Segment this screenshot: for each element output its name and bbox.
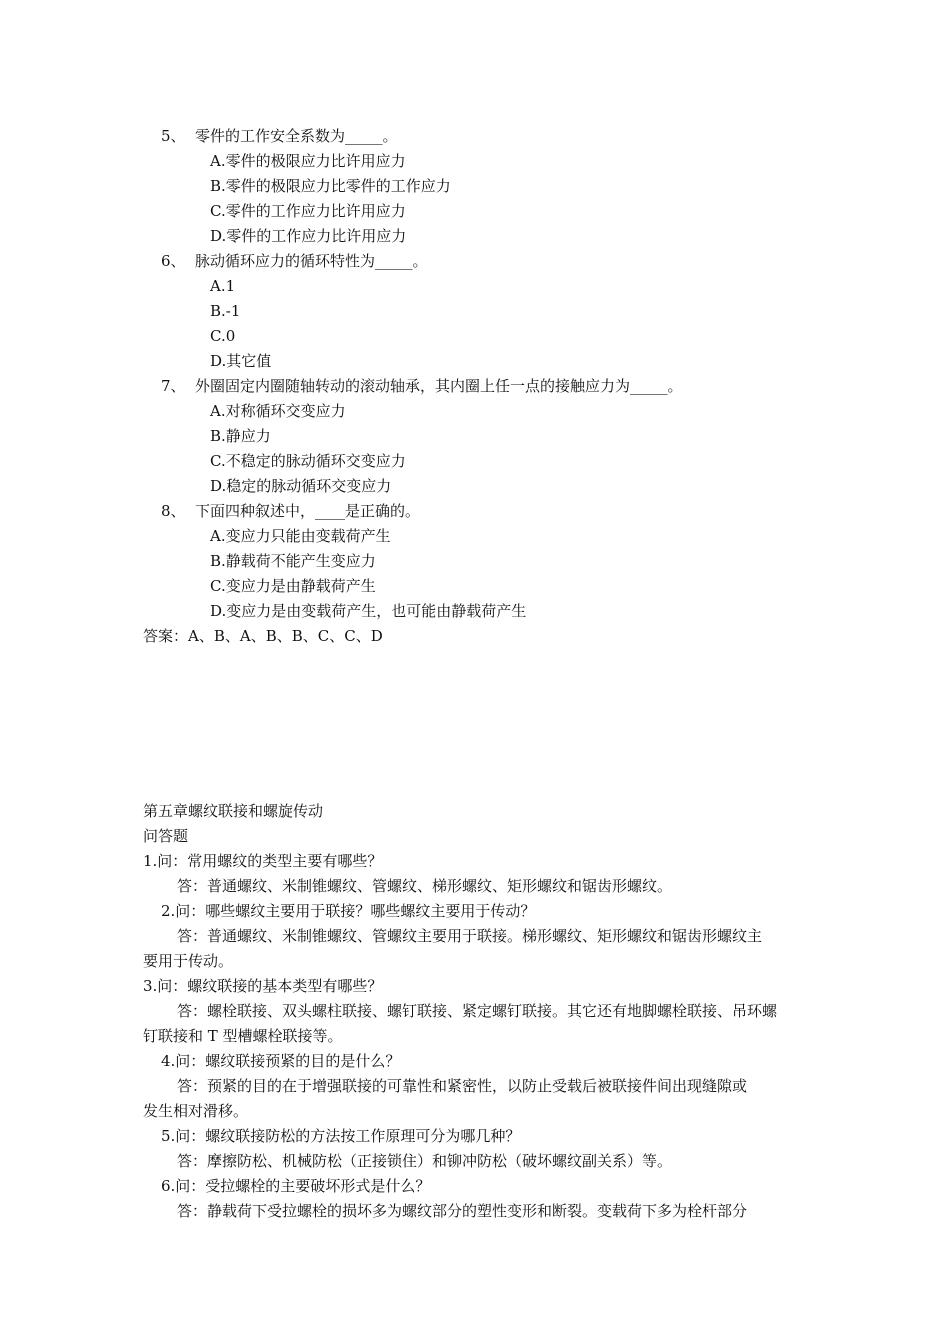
qa-answer-continued: 发生相对滑移。	[143, 1102, 249, 1120]
option-text: B.静载荷不能产生变应力	[210, 552, 376, 570]
qa-question: 2.问：哪些螺纹主要用于联接？哪些螺纹主要用于传动？	[161, 902, 536, 920]
section-title: 问答题	[143, 827, 189, 845]
option-text: B.零件的极限应力比零件的工作应力	[210, 177, 451, 195]
option-text: C.0	[210, 327, 236, 345]
question-text: 下面四种叙述中，____是正确的。	[195, 502, 421, 520]
option-text: C.零件的工作应力比许用应力	[210, 202, 406, 220]
qa-answer: 答：普通螺纹、米制锥螺纹、管螺纹主要用于联接。梯形螺纹、矩形螺纹和锯齿形螺纹主	[177, 927, 763, 945]
qa-answer: 答：预紧的目的在于增强联接的可靠性和紧密性，以防止受载后被联接件间出现缝隙或	[177, 1077, 748, 1095]
qa-question: 6.问：受拉螺栓的主要破坏形式是什么？	[161, 1177, 431, 1195]
question-text: 脉动循环应力的循环特性为_____。	[195, 252, 428, 270]
qa-question: 1.问：常用螺纹的类型主要有哪些？	[143, 852, 383, 870]
chapter-title: 第五章螺纹联接和螺旋传动	[143, 802, 324, 820]
option-text: B.-1	[210, 302, 241, 320]
option-text: C.不稳定的脉动循环交变应力	[210, 452, 406, 470]
option-text: D.稳定的脉动循环交变应力	[210, 477, 392, 495]
qa-question: 5.问：螺纹联接防松的方法按工作原理可分为哪几种？	[161, 1127, 521, 1145]
question-number: 6、	[161, 252, 186, 270]
qa-question: 4.问：螺纹联接预紧的目的是什么？	[161, 1052, 401, 1070]
question-number: 5、	[161, 127, 186, 145]
option-text: A.零件的极限应力比许用应力	[210, 152, 406, 170]
option-text: D.零件的工作应力比许用应力	[210, 227, 407, 245]
question-number: 7、	[161, 377, 186, 395]
answer-key: 答案：A、B、A、B、B、C、C、D	[143, 627, 383, 645]
option-text: D.变应力是由变载荷产生，也可能由静载荷产生	[210, 602, 527, 620]
option-text: D.其它值	[210, 352, 272, 370]
question-number: 8、	[161, 502, 186, 520]
question-6	[161, 251, 428, 271]
question-5	[161, 126, 398, 146]
option-text: A.变应力只能由变载荷产生	[210, 527, 391, 545]
option-text: A.对称循环交变应力	[210, 402, 346, 420]
question-8	[161, 501, 420, 521]
qa-answer-continued: 要用于传动。	[143, 952, 234, 970]
qa-answer: 答：普通螺纹、米制锥螺纹、管螺纹、梯形螺纹、矩形螺纹和锯齿形螺纹。	[177, 877, 673, 895]
qa-question: 3.问：螺纹联接的基本类型有哪些？	[143, 977, 383, 995]
option-text: B.静应力	[210, 427, 271, 445]
qa-answer-continued: 钉联接和 T 型槽螺栓联接等。	[143, 1027, 343, 1045]
qa-answer: 答：摩擦防松、机械防松（正接锁住）和铆冲防松（破坏螺纹副关系）等。	[177, 1152, 673, 1170]
option-text: A.1	[210, 277, 236, 295]
question-text: 外圈固定内圈随轴转动的滚动轴承，其内圈上任一点的接触应力为_____。	[195, 377, 683, 395]
question-7	[161, 376, 683, 396]
question-text: 零件的工作安全系数为_____。	[195, 127, 398, 145]
qa-answer: 答：静载荷下受拉螺栓的损坏多为螺纹部分的塑性变形和断裂。变载荷下多为栓杆部分	[177, 1202, 748, 1220]
qa-answer: 答：螺栓联接、双头螺柱联接、螺钉联接、紧定螺钉联接。其它还有地脚螺栓联接、吊环螺	[177, 1002, 778, 1020]
option-text: C.变应力是由静载荷产生	[210, 577, 376, 595]
